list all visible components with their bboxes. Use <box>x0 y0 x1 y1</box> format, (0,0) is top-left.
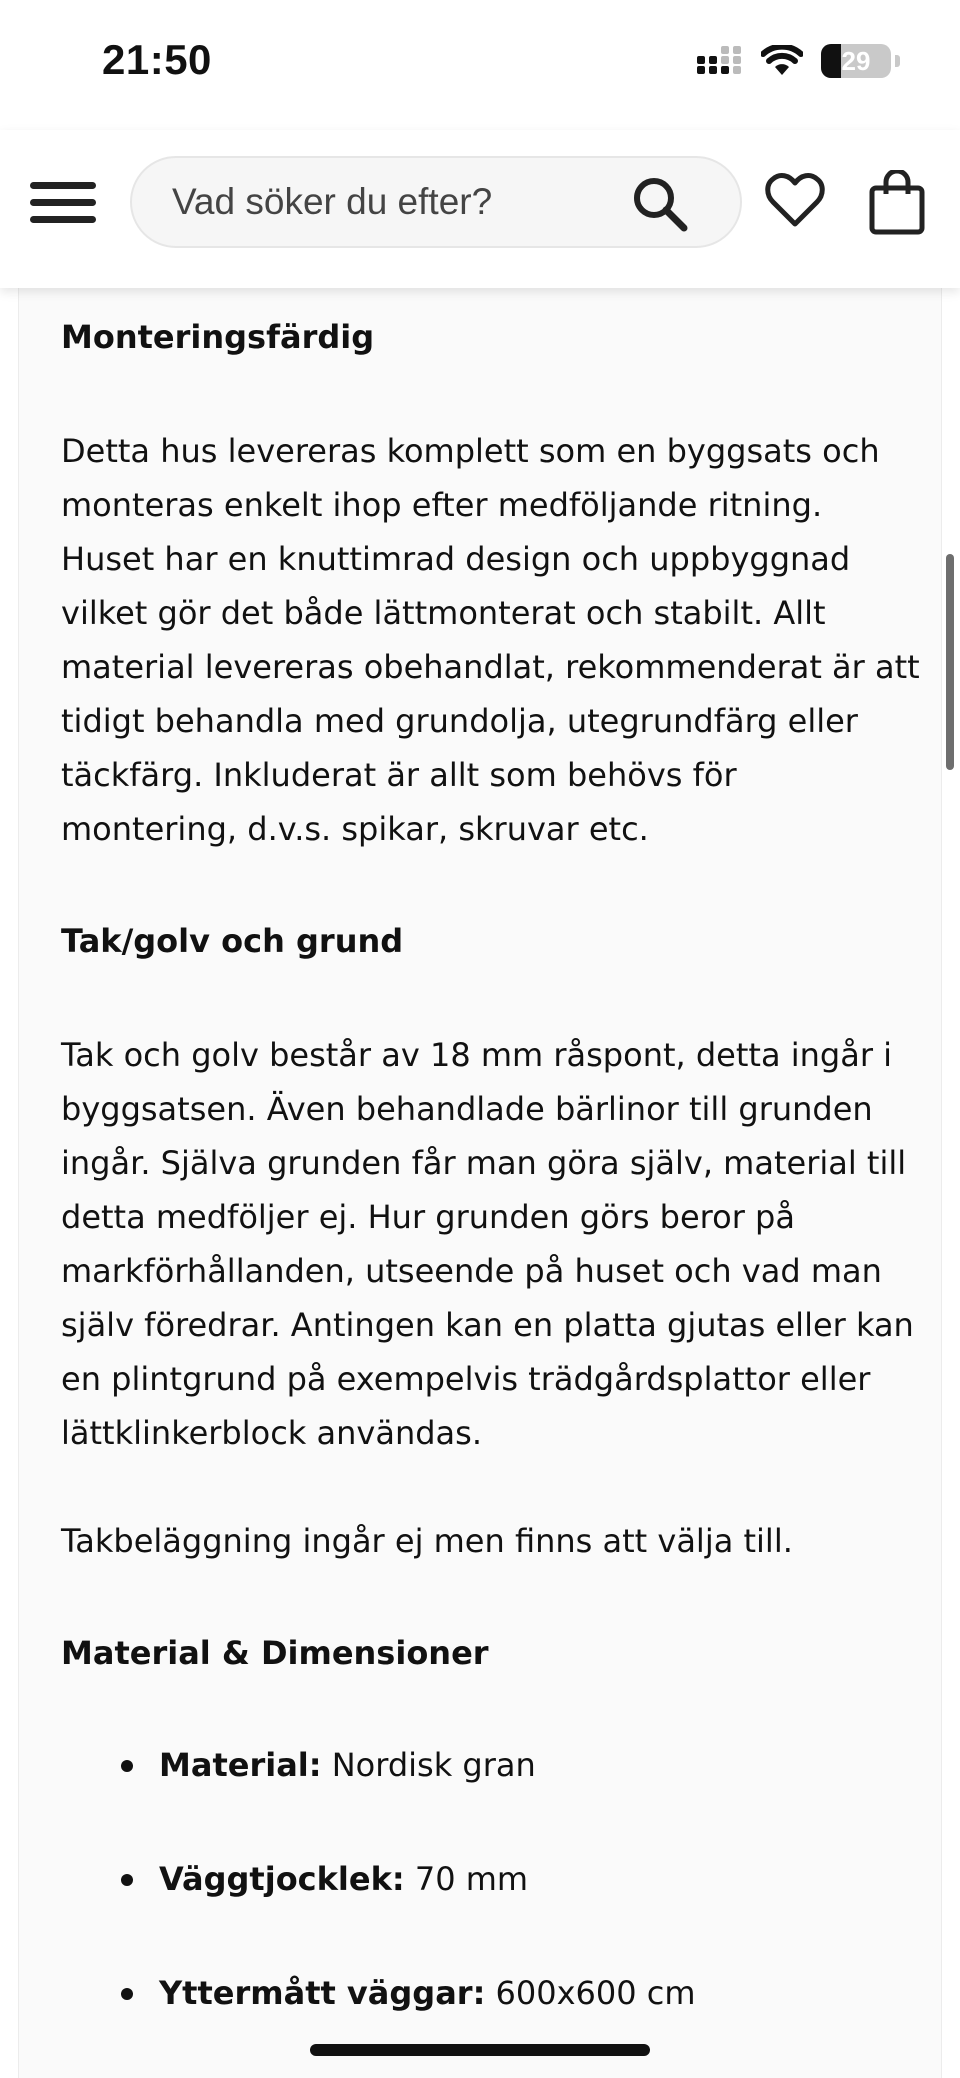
heart-icon[interactable] <box>764 170 826 232</box>
bag-icon[interactable] <box>868 170 926 236</box>
status-icons <box>697 44 900 78</box>
menu-button[interactable] <box>30 172 96 232</box>
menu-icon-bar <box>30 182 96 189</box>
spec-value: 70 mm <box>414 1860 529 1898</box>
section-heading: Monteringsfärdig <box>61 318 375 356</box>
spec-label: Yttermått väggar: <box>159 1974 486 2012</box>
menu-icon-bar <box>30 199 96 206</box>
search-box[interactable] <box>130 156 742 248</box>
site-header <box>0 130 960 288</box>
section-heading: Material & Dimensioner <box>61 1634 489 1672</box>
section-paragraph: Tak och golv består av 18 mm råspont, detta ingår i byggsatsen. Även behandlade bärlinor till grunden ingår. Själva grunden får man göra själv, material till detta medföljer ej. Hur grunden görs beror på markförhållanden, utseende på huset och vad man själv föredrar. Antingen kan en platta gjutas eller kan en plintgrund på exempelvis trädgårdsplattor eller lättklinkerblock användas. <box>61 1036 914 1452</box>
section-heading: Tak/golv och grund <box>61 922 404 960</box>
signal-icon <box>697 46 743 76</box>
scrollbar[interactable] <box>946 554 954 770</box>
product-description <box>18 288 942 2078</box>
home-indicator[interactable] <box>310 2044 650 2056</box>
spec-item <box>61 1966 921 2020</box>
spec-label: Material: <box>159 1746 322 1784</box>
spec-value: Nordisk gran <box>331 1746 536 1784</box>
wifi-icon <box>761 45 803 77</box>
battery-tip <box>895 55 900 67</box>
battery-level: 29 <box>841 45 871 76</box>
search-input[interactable] <box>172 158 632 246</box>
battery-fill <box>821 44 841 78</box>
spec-item <box>61 1738 921 1792</box>
section-paragraph: Takbeläggning ingår ej men finns att välja till. <box>61 1522 793 1560</box>
spec-list <box>61 1738 921 2020</box>
article <box>61 310 921 2078</box>
section-paragraph: Detta hus levereras komplett som en byggsats och monteras enkelt ihop efter medföljande ritning. Huset har en knuttimrad design och uppbyggnad vilket gör det både lättmonterat och stabilt. Allt material levereras obehandlat, rekommenderat är att tidigt behandla med grundolja, utegrundfärg eller täckfärg. Inkluderat är allt som behövs för montering, d.v.s. spikar, skruvar etc. <box>61 432 920 848</box>
spec-label: Väggtjocklek: <box>159 1860 405 1898</box>
spec-item <box>61 1852 921 1906</box>
search-icon[interactable] <box>630 174 690 234</box>
battery-icon <box>821 44 891 78</box>
menu-icon-bar <box>30 216 96 223</box>
status-bar <box>0 0 960 130</box>
spec-value: 600x600 cm <box>495 1974 696 2012</box>
status-time: 21:50 <box>102 36 212 83</box>
